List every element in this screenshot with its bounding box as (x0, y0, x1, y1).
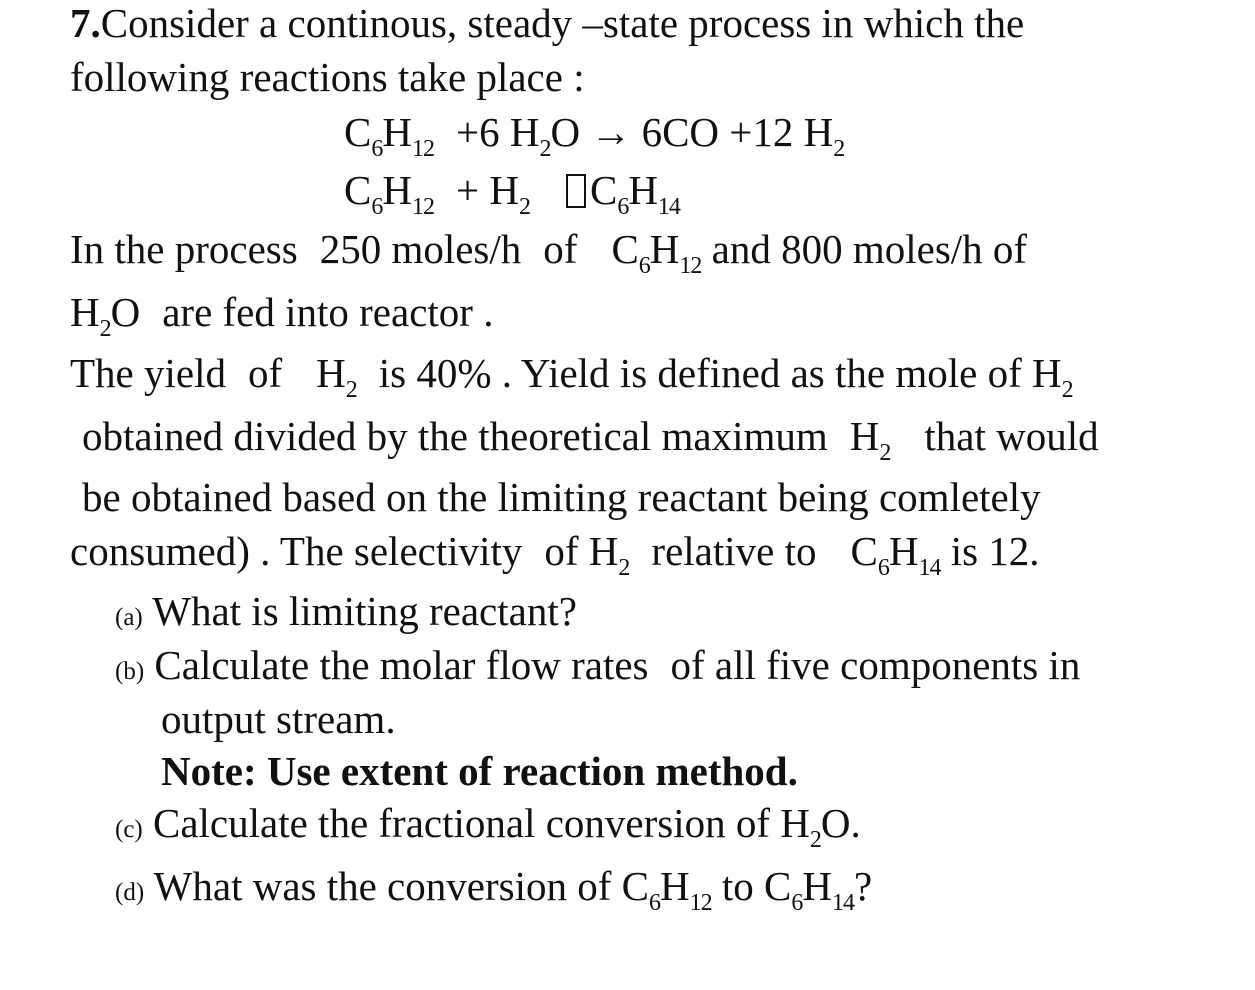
reaction-1 (344, 109, 845, 162)
text: relative to (651, 528, 817, 574)
text: are fed into reactor . (162, 289, 494, 335)
question-a (115, 588, 577, 634)
formula-text: + H (455, 167, 519, 213)
subscript: 12 (679, 253, 702, 279)
question-text: Calculate the molar flow rates (154, 642, 649, 688)
question-b-line-2 (161, 696, 396, 742)
yield-line-2 (82, 413, 1099, 466)
question-d (115, 863, 873, 916)
question-text: Calculate the fractional conversion of H (153, 800, 810, 846)
question-a-tag: (a) (115, 604, 143, 631)
formula-text: O (110, 289, 141, 335)
text: be obtained based on the limiting reactant being comletely (82, 474, 1041, 520)
feed-line-1 (70, 226, 1028, 279)
subscript: 6 (638, 253, 650, 279)
subscript: 2 (879, 440, 891, 466)
subscript: 14 (918, 555, 941, 581)
formula-text: H (628, 167, 658, 213)
text: is 12. (950, 528, 1040, 574)
question-b (115, 642, 1081, 688)
subscript: 2 (1061, 377, 1073, 403)
question-text: H (659, 863, 690, 909)
problem-text-2: following reactions take place : (70, 54, 585, 100)
subscript: 6 (617, 194, 629, 220)
formula-text: C (589, 167, 618, 213)
subscript: 2 (833, 136, 845, 162)
subscript: 6 (791, 890, 803, 916)
problem-line-2 (70, 54, 585, 100)
yield-line-1 (70, 350, 1073, 403)
subscript: 2 (345, 377, 357, 403)
text: and 800 moles/h of (711, 226, 1028, 272)
subscript: 2 (518, 194, 530, 220)
formula-text: 6CO +12 H (641, 109, 834, 155)
question-text: of all five components in (670, 642, 1081, 688)
question-c-tag: (c) (115, 816, 143, 843)
formula-text: C (611, 226, 639, 272)
formula-text: H (649, 226, 680, 272)
subscript: 2 (618, 555, 630, 581)
formula-text: H (316, 350, 346, 396)
text: In the process (70, 226, 298, 272)
formula-text: H (849, 413, 880, 459)
question-c (115, 800, 861, 853)
formula-text: H (382, 167, 412, 213)
text: 250 moles/h (319, 226, 522, 272)
subscript: 6 (877, 555, 889, 581)
missing-glyph-box-icon (566, 174, 586, 208)
subscript: 12 (689, 890, 712, 916)
reaction-2 (344, 167, 680, 220)
note (161, 748, 798, 794)
question-text: O. (820, 800, 861, 846)
question-text: What was the conversion of C (153, 863, 649, 909)
question-text: to C (721, 863, 792, 909)
formula-text: +6 H (455, 109, 540, 155)
text: The yield (70, 350, 226, 396)
problem-number: 7. (70, 0, 101, 46)
question-d-tag: (d) (115, 879, 145, 906)
subscript: 14 (831, 890, 854, 916)
problem-line-1 (70, 0, 1025, 46)
problem-text-1: Consider a continous, steady –state process in which the (100, 0, 1025, 46)
text: of (543, 226, 578, 272)
formula-text: C (850, 528, 878, 574)
question-text: H (802, 863, 832, 909)
subscript: 2 (99, 316, 111, 342)
subscript: 2 (539, 136, 551, 162)
subscript: 6 (371, 136, 383, 162)
question-text: output stream. (161, 696, 396, 742)
text: consumed) . The selectivity (70, 528, 523, 574)
formula-text: H (70, 289, 100, 335)
formula-text: H (382, 109, 412, 155)
text: is 40% . Yield is defined as the mole of H (378, 350, 1062, 396)
subscript: 2 (809, 827, 821, 853)
subscript: 12 (411, 136, 434, 162)
formula-text: C (344, 167, 372, 213)
question-text: ? (853, 863, 873, 909)
formula-text: O (550, 109, 581, 155)
subscript: 6 (648, 890, 660, 916)
text: that would (924, 413, 1099, 459)
yield-line-3 (82, 474, 1041, 520)
feed-line-2 (70, 289, 494, 342)
note-text: Note: Use extent of reaction method. (161, 748, 798, 794)
text: of H (544, 528, 619, 574)
subscript: 12 (411, 194, 434, 220)
formula-text: C (344, 109, 372, 155)
text: obtained divided by the theoretical maximum (82, 413, 828, 459)
yield-line-4 (70, 528, 1040, 581)
subscript: 6 (371, 194, 383, 220)
question-text: What is limiting reactant? (152, 588, 577, 634)
formula-text: H (888, 528, 919, 574)
text: of (247, 350, 283, 396)
question-b-tag: (b) (115, 658, 145, 685)
arrow-icon: → (590, 109, 632, 155)
subscript: 14 (657, 194, 680, 220)
